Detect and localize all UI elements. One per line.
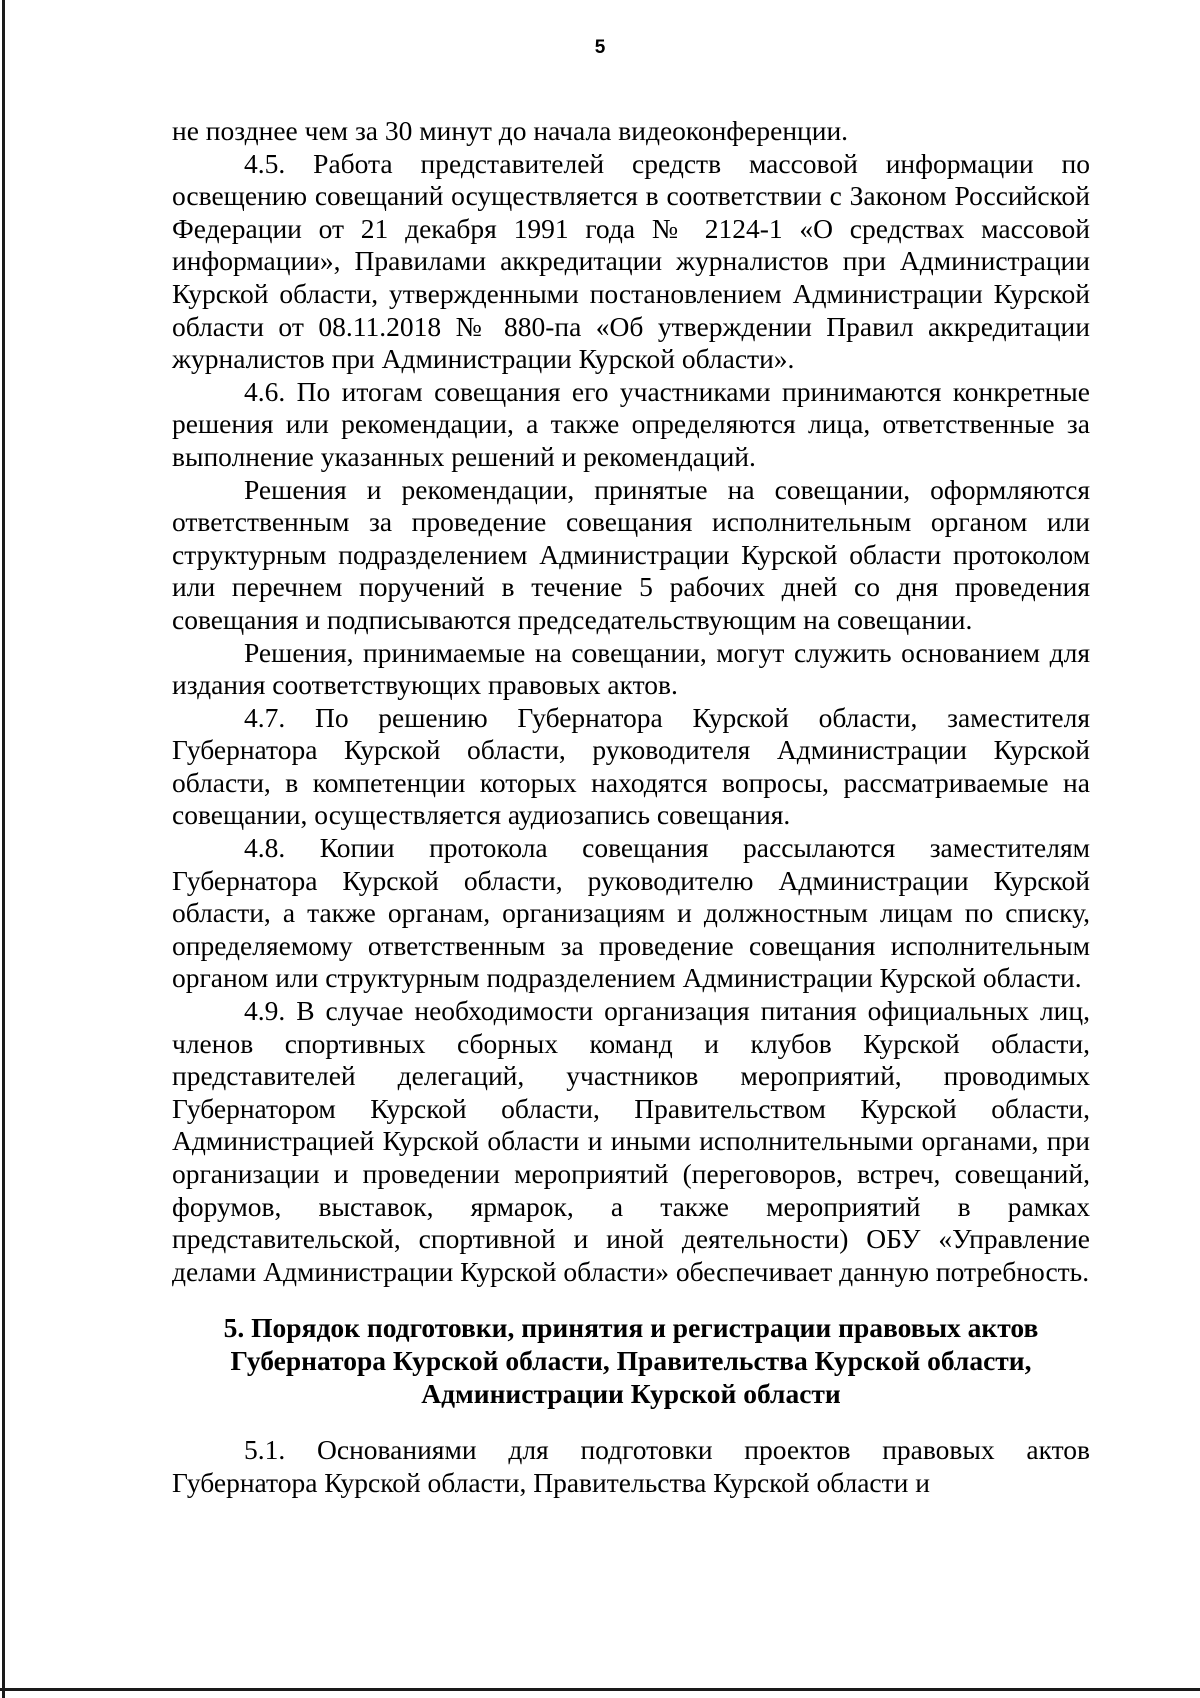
scan-bottom-edge [0,1688,1200,1691]
section-5-heading [172,1312,1090,1410]
paragraph-4-8: 4.8. Копии протокола совещания рассылаются заместителям Губернатора Курской области, руководителю Администрации Курской области, а также органам, организациям и должностным лицам по списку, определяемому ответственным за проведение совещания исполнительным органом или структурным подразделением Администрации Курской области. [172,832,1090,994]
page-number: 5 [594,37,606,58]
paragraph-4-6: 4.6. По итогам совещания его участниками принимаются конкретные решения или рекомендации, а также определяются лица, ответственные за выполнение указанных решений и рекомендаций. [172,375,1090,472]
paragraph-decisions-formalization: Решения и рекомендации, принятые на совещании, оформляются ответственным за проведение совещания исполнительным органом или структурным подразделением Администрации Курской области протоколом или перечнем поручений в течение 5 рабочих дней со дня проведения совещания и подписываются председательствующим на совещании. [172,473,1090,635]
scan-left-edge [2,0,5,1698]
section-heading-line-3: Администрации Курской области [421,1377,841,1409]
paragraph-continuation: не позднее чем за 30 минут до начала видеоконференции. [172,115,849,146]
document-body [172,115,1090,1499]
section-heading-line-2: Губернатора Курской области, Правительства Курской области, [230,1344,1032,1376]
paragraph-4-9: 4.9. В случае необходимости организация питания официальных лиц, членов спортивных сборных команд и клубов Курской области, представителей делегаций, участников мероприятий, проводимых Губернатором Курской области, Правительством Курской области, Администрацией Курской области и иными исполнительными органами, при организации и проведении мероприятий (переговоров, встреч, совещаний, форумов, выставок, ярмарок, а также мероприятий в рамках представительской, спортивной и иной деятельности) ОБУ «Управление делами Администрации Курской области» обеспечивает данную потребность. [172,995,1090,1287]
paragraph-5-1: 5.1. Основаниями для подготовки проектов правовых актов Губернатора Курской области, Правительства Курской области и [172,1434,1090,1498]
paragraph-4-5: 4.5. Работа представителей средств массовой информации по освещению совещаний осуществляется в соответствии с Законом Российской Федерации от 21 декабря 1991 года № 2124-1 «О средствах массовой информации», Правилами аккредитации журналистов при Администрации Курской области, утвержденными постановлением Администрации Курской области от 08.11.2018 № 880-па «Об утверждении Правил аккредитации журналистов при Администрации Курской области». [172,147,1090,375]
paragraph-decisions-basis: Решения, принимаемые на совещании, могут служить основанием для издания соответствующих правовых актов. [172,636,1090,701]
paragraph-4-7: 4.7. По решению Губернатора Курской области, заместителя Губернатора Курской области, руководителя Администрации Курской области, в компетенции которых находятся вопросы, рассматриваемые на совещании, осуществляется аудиозапись совещания. [172,701,1090,831]
section-heading-line-1: 5. Порядок подготовки, принятия и регистрации правовых актов [223,1312,1039,1344]
